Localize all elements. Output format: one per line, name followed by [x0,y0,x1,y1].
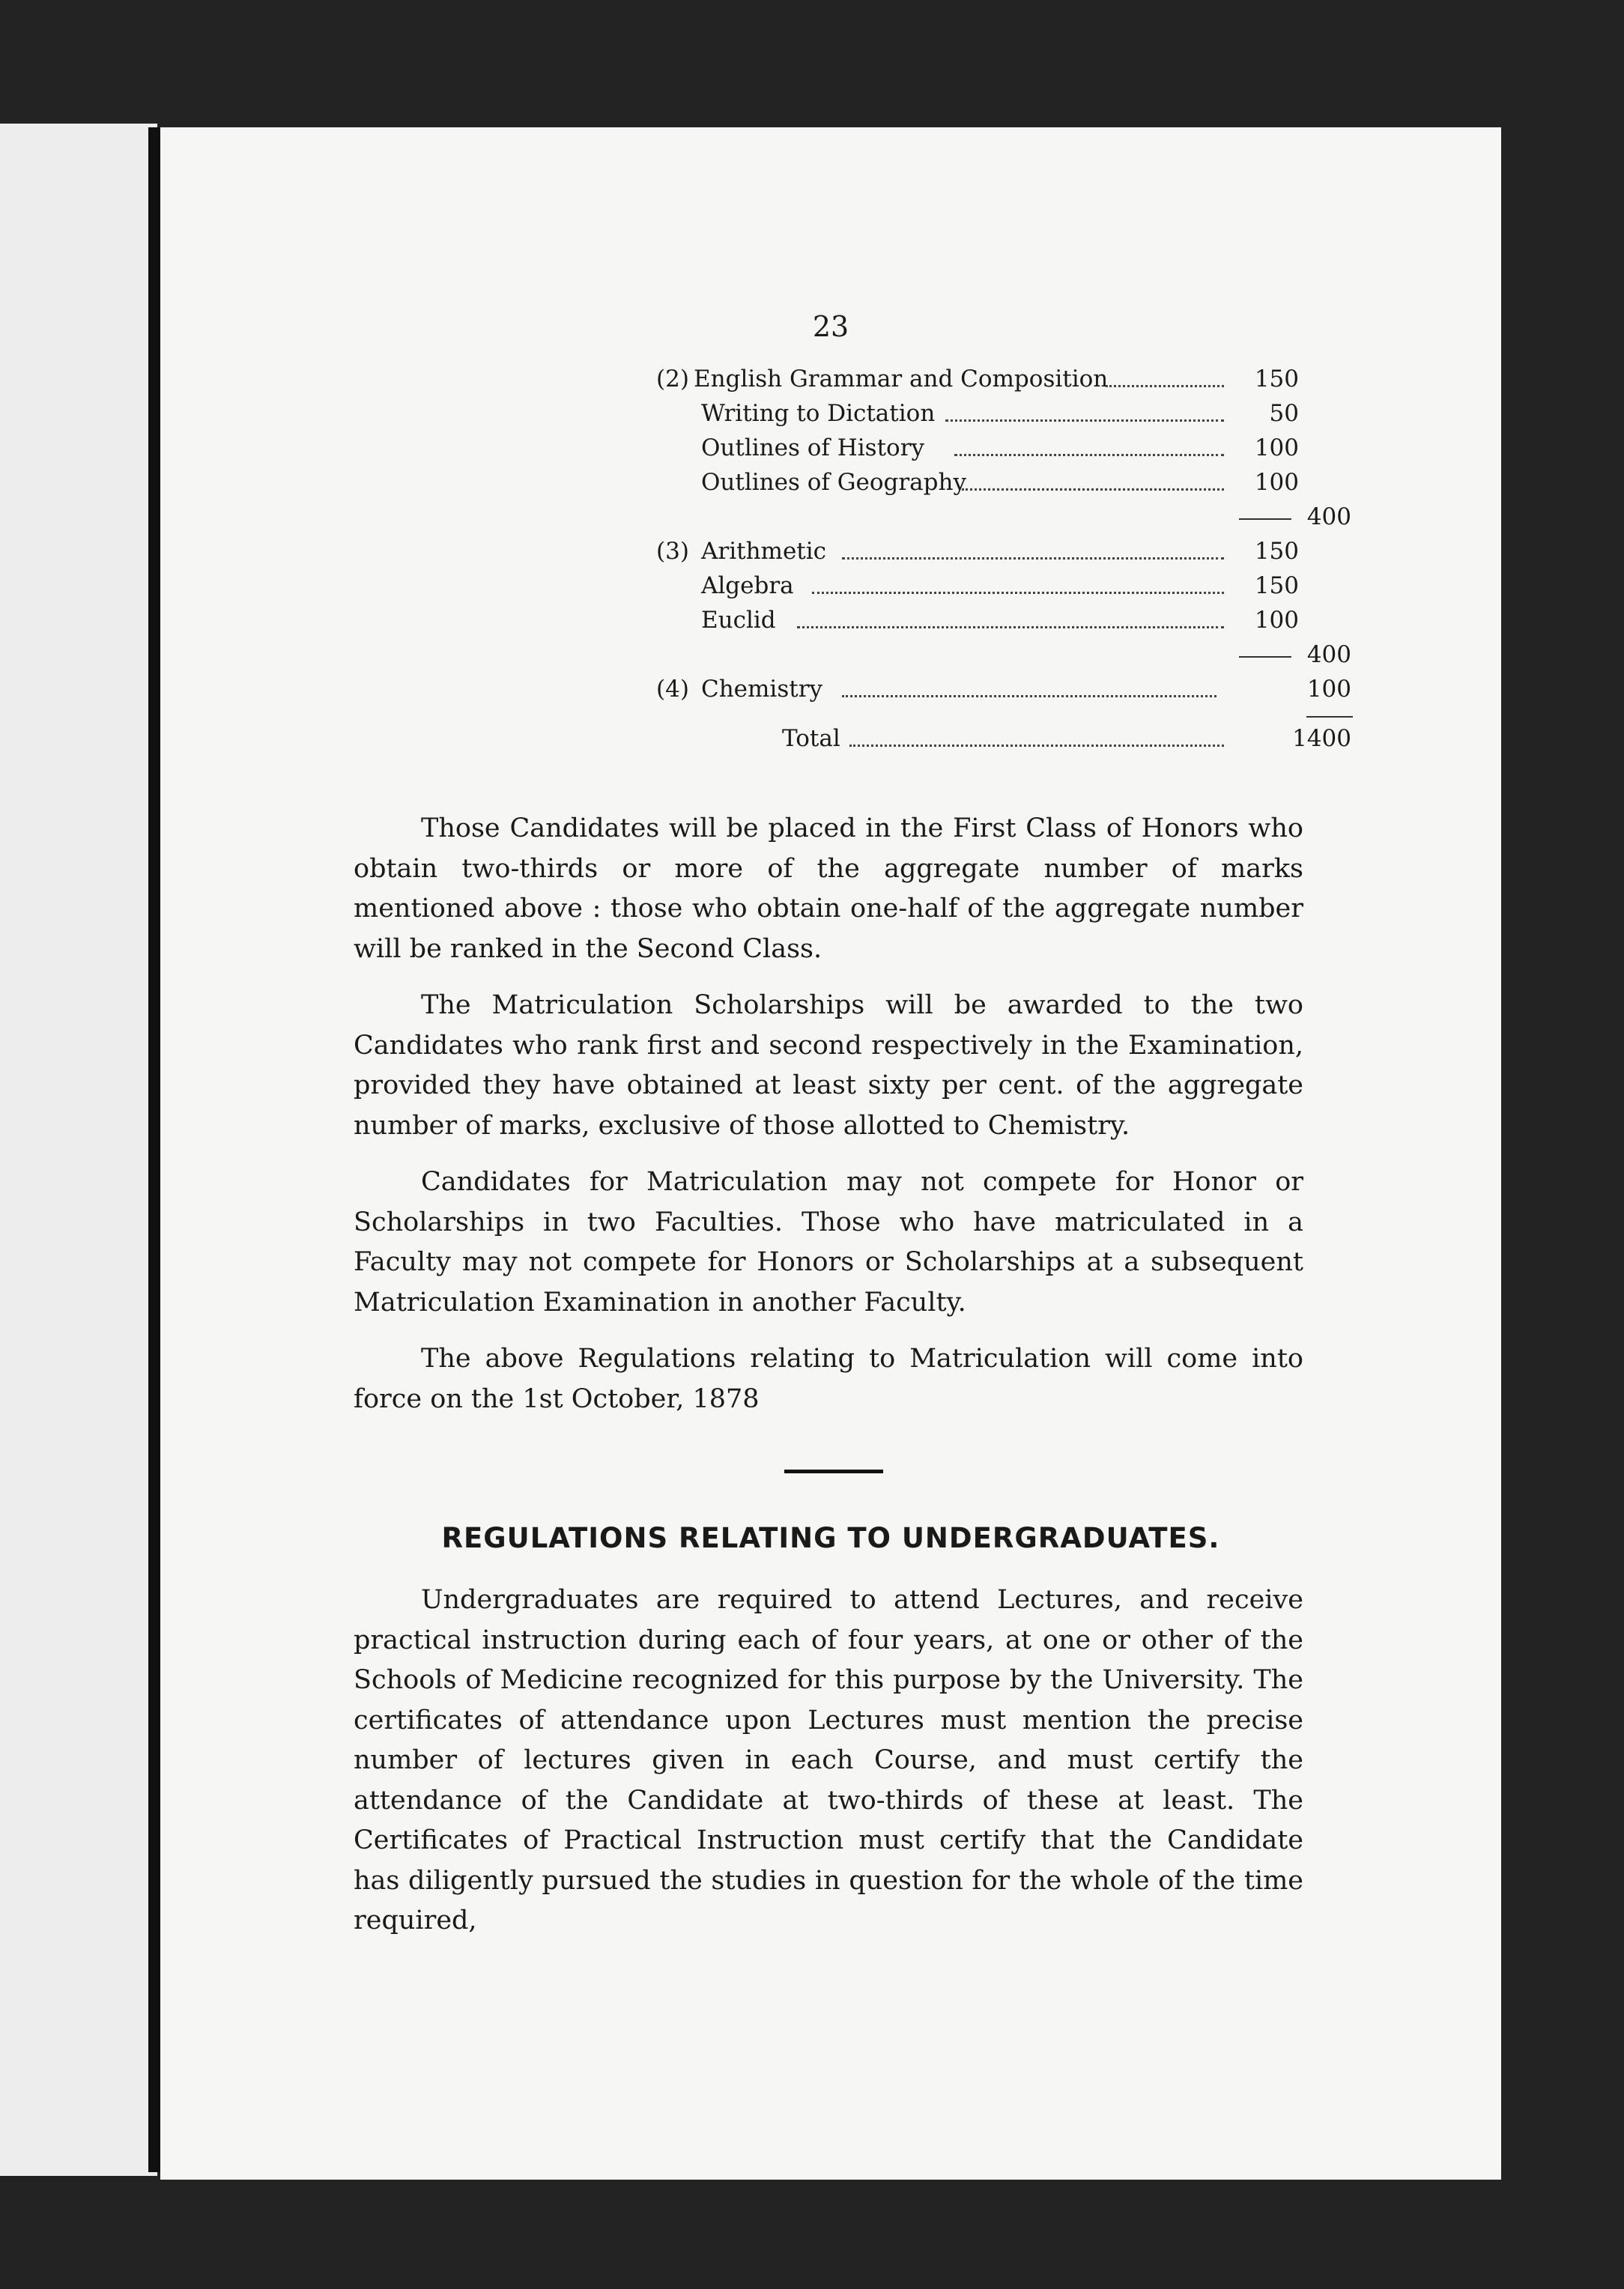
subtotal-value: 400 [1306,503,1351,530]
subject-label: Arithmetic [701,538,827,565]
table-row [482,676,1351,710]
table-row [482,572,1299,607]
group-number: (2) [656,366,689,392]
section-heading: REGULATIONS RELATING TO UNDERGRADUATES. [441,1522,1220,1554]
total-row [482,725,1351,760]
subtotal-row [482,641,1351,676]
subject-label: Algebra [701,572,794,599]
dot-leader [842,557,1224,560]
total-rule [1306,716,1353,718]
undergraduates-text [354,1580,1303,1958]
dot-leader [842,695,1217,697]
subject-label: Euclid [701,607,776,634]
subject-label: Chemistry [701,676,823,703]
paragraph: Those Candidates will be placed in the First Class of Honors who obtain two-thirds or more of the aggregate number of marks mentioned above : those who obtain one-half of the aggregate number will be ranked in the Second Class. [354,813,1303,964]
section-divider [784,1470,883,1473]
group-number: (4) [656,676,689,703]
dot-leader [797,626,1224,628]
subject-marks: 100 [1254,607,1299,634]
subtotal-value: 400 [1306,641,1351,668]
document-page [160,127,1501,2180]
table-row [482,607,1299,641]
subject-marks: 100 [1254,434,1299,461]
subject-marks: 150 [1254,366,1299,392]
group-number: (3) [656,538,689,565]
paragraph: Candidates for Matriculation may not compete for Honor or Scholarships in two Faculties. Those who have matriculated in a Faculty may not compete for Honors or Scholarships at a subsequent Matriculation Examination in another Faculty. [354,1167,1303,1318]
marks-table [482,366,1351,760]
dot-leader [954,454,1224,456]
table-row [482,538,1299,572]
subject-marks: 150 [1254,572,1299,599]
subject-label: English Grammar and Composition [694,366,1109,392]
dot-leader [945,419,1224,422]
paragraph: Undergraduates are required to attend Lectures, and receive practical instruction during each of four years, at one or other of the Schools of Medicine recognized for this purpose by the University. The certificates of attendance upon Lectures must mention the precise number of lectures given in each Course, and must certify the attendance of the Candidate at two-thirds of these at least. The Certificates of Practical Instruction must certify that the Candidate has diligently pursued the studies in question for the whole of the time required, [354,1585,1303,1935]
total-value: 1400 [1292,725,1351,752]
subtotal-row [482,503,1351,538]
table-row [482,400,1299,434]
subject-label: Writing to Dictation [701,400,936,427]
matriculation-text [354,809,1303,1436]
subject-label: Outlines of History [701,434,925,461]
dot-leader [1106,385,1224,387]
subject-marks: 100 [1254,469,1299,496]
dot-leader [962,488,1224,491]
page-number: 23 [812,310,849,343]
facing-page-edge [0,124,157,2176]
dot-leader [812,592,1224,594]
total-rule-row [482,710,1231,725]
total-label: Total [782,725,840,752]
subject-marks: 50 [1269,400,1299,427]
paragraph: The above Regulations relating to Matriculation will come into force on the 1st October, 1878 [354,1344,1303,1414]
dot-leader [849,745,1224,747]
subject-marks: 100 [1306,676,1351,703]
table-row [482,434,1299,469]
book-gutter [148,127,160,2172]
table-row [482,366,1299,400]
subject-label: Outlines of Geography [701,469,966,496]
table-row [482,469,1299,503]
paragraph: The Matriculation Scholarships will be awarded to the two Candidates who rank first and second respectively in the Examination, provided they have obtained at least sixty per cent. of the aggregate number of marks, exclusive of those allotted to Chemistry. [354,990,1303,1141]
subject-marks: 150 [1254,538,1299,565]
